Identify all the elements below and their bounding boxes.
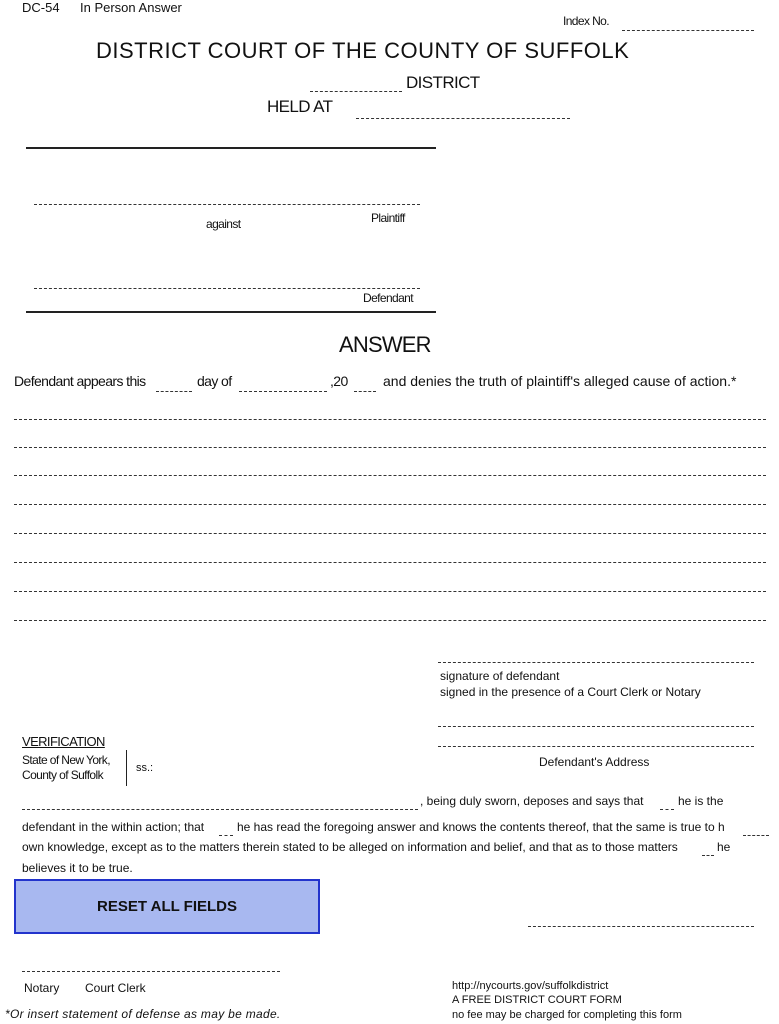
notary-signature-field[interactable] [528, 908, 758, 928]
defendant-label: Defendant [363, 291, 413, 305]
sworn-before-field[interactable] [22, 953, 284, 973]
is-the-text: he is the [678, 794, 724, 808]
verification-line-3-he: he [717, 840, 731, 854]
answer-line-5[interactable] [14, 533, 766, 534]
day-field[interactable] [156, 373, 196, 393]
pronoun-line-3 [743, 835, 769, 836]
answer-line-8[interactable] [14, 620, 766, 621]
pronoun-line-2 [219, 835, 233, 836]
court-clerk-label: Court Clerk [85, 981, 146, 995]
address-line-1 [438, 726, 754, 727]
reset-all-fields-button[interactable]: RESET ALL FIELDS [14, 879, 320, 934]
defendant-line [34, 288, 420, 289]
pronoun-field-1[interactable] [660, 791, 678, 811]
year-field[interactable] [354, 373, 380, 393]
signature-line [438, 662, 754, 663]
address-field-1[interactable] [438, 708, 758, 728]
signature-label: signature of defendant [440, 669, 560, 683]
against-label: against [206, 217, 241, 231]
index-number-label: Index No. [563, 14, 609, 28]
day-line [156, 391, 192, 392]
appears-label: Defendant appears this [14, 373, 146, 389]
address-label: Defendant's Address [539, 755, 650, 769]
footer-free-form: A FREE DISTRICT COURT FORM [452, 994, 622, 1006]
verification-line-3: own knowledge, except as to the matters therein stated to be alleged on information and belief, and that as to those matters [22, 840, 678, 854]
sworn-text: , being duly sworn, deposes and says that [420, 794, 644, 808]
answer-line-3[interactable] [14, 475, 766, 476]
answer-line-7[interactable] [14, 591, 766, 592]
venue-bracket [126, 750, 127, 786]
form-code: DC-54 [22, 0, 60, 15]
court-title: DISTRICT COURT OF THE COUNTY OF SUFFOLK [96, 38, 630, 63]
plaintiff-name-field[interactable] [34, 186, 424, 206]
plaintiff-label: Plaintiff [371, 211, 405, 225]
notary-label: Notary [24, 981, 60, 995]
verification-line-2a: defendant in the within action; that [22, 820, 205, 834]
footer-url: http://nycourts.gov/suffolkdistrict [452, 980, 609, 992]
answer-line-6[interactable] [14, 562, 766, 563]
footnote: *Or insert statement of defense as may be made. [5, 1007, 281, 1021]
sworn-before-line [22, 971, 280, 972]
plaintiff-line [34, 204, 420, 205]
affiant-name-line [22, 809, 418, 810]
form-type: In Person Answer [80, 0, 182, 15]
held-at-line [356, 118, 570, 119]
pronoun-line-1 [660, 809, 674, 810]
verification-title: VERIFICATION [22, 734, 105, 749]
address-field-2[interactable] [438, 728, 758, 748]
pronoun-field-3[interactable] [743, 817, 773, 837]
caption-bottom-rule [26, 311, 436, 313]
month-line [239, 391, 327, 392]
pronoun-line-4 [702, 855, 714, 856]
pronoun-field-4[interactable] [702, 837, 718, 857]
denies-text: and denies the truth of plaintiff's alleged cause of action.* [383, 373, 737, 389]
year-prefix: ,20 [330, 373, 348, 389]
address-line-2 [438, 746, 754, 747]
ss-label: ss.: [136, 762, 154, 774]
day-of-label: day of [197, 373, 232, 389]
presence-label: signed in the presence of a Court Clerk or Notary [440, 685, 701, 699]
held-at-label: HELD AT [267, 97, 333, 116]
index-number-line [622, 30, 754, 31]
verification-line-2b: he has read the foregoing answer and knows the contents thereof, that the same is true to h [237, 820, 725, 834]
notary-signature-line [528, 926, 754, 927]
answer-line-2[interactable] [14, 447, 766, 448]
answer-line-4[interactable] [14, 504, 766, 505]
district-line [310, 91, 402, 92]
year-line [354, 391, 376, 392]
defendant-name-field[interactable] [34, 270, 424, 290]
pronoun-field-2[interactable] [219, 817, 237, 837]
answer-line-1[interactable] [14, 419, 766, 420]
verification-line-4: believes it to be true. [22, 861, 133, 875]
affiant-name-field[interactable] [22, 791, 422, 811]
district-label: DISTRICT [406, 73, 480, 92]
caption-top-rule [26, 147, 436, 149]
footer-no-fee: no fee may be charged for completing this form [452, 1009, 682, 1021]
state-label: State of New York, [22, 753, 110, 767]
answer-title: ANSWER [339, 332, 431, 357]
county-label: County of Suffolk [22, 768, 103, 782]
month-field[interactable] [239, 373, 331, 393]
signature-field[interactable] [438, 644, 758, 664]
index-number-field[interactable] [622, 12, 758, 32]
